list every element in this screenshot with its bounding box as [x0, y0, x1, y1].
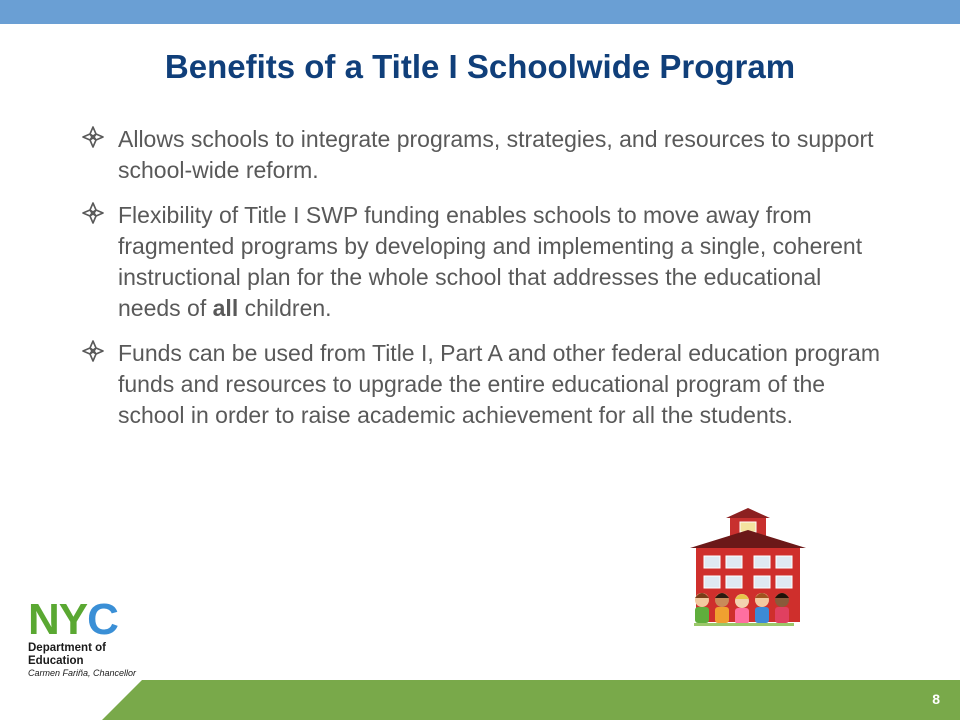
four-petal-diamond-icon	[82, 126, 104, 148]
bullet-text-2-after: children.	[238, 295, 332, 321]
nyc-logo-letters	[28, 595, 168, 644]
schoolhouse-with-children-illustration	[686, 508, 810, 630]
page-number: 8	[932, 691, 940, 707]
logo-letter-n: N	[28, 595, 58, 644]
bullet-text-2-bold: all	[212, 295, 239, 321]
bullet-item-3	[82, 338, 882, 431]
bullet-item-2	[82, 200, 882, 324]
logo-letter-c: C	[87, 595, 117, 644]
logo-letter-y: Y	[58, 595, 87, 644]
bullet-text-3: Funds can be used from Title I, Part A and other federal education program funds and resources to upgrade the entire educational program of the school in order to raise academic achievement for all the students.	[118, 340, 880, 428]
bullet-list	[82, 124, 882, 445]
logo-department-line2: Education	[28, 655, 84, 667]
four-petal-diamond-icon	[82, 340, 104, 362]
slide-title: Benefits of a Title I Schoolwide Program	[164, 48, 796, 85]
nyc-doe-logo	[28, 595, 168, 682]
bullet-text-1: Allows schools to integrate programs, strategies, and resources to support school-wide reform.	[118, 126, 874, 183]
top-accent-bar	[0, 0, 960, 24]
bullet-text-2-before: Flexibility of Title I SWP funding enables schools to move away from fragmented programs by developing and implementing a single, coherent instructional plan for the whole school that addresses the educational needs of	[118, 202, 863, 321]
four-petal-diamond-icon	[82, 202, 104, 224]
logo-chancellor: Carmen Fariña, Chancellor	[28, 668, 137, 678]
bullet-item-1	[82, 124, 882, 186]
logo-department-line1: Department of	[28, 642, 106, 654]
bottom-accent-bar	[0, 680, 960, 720]
